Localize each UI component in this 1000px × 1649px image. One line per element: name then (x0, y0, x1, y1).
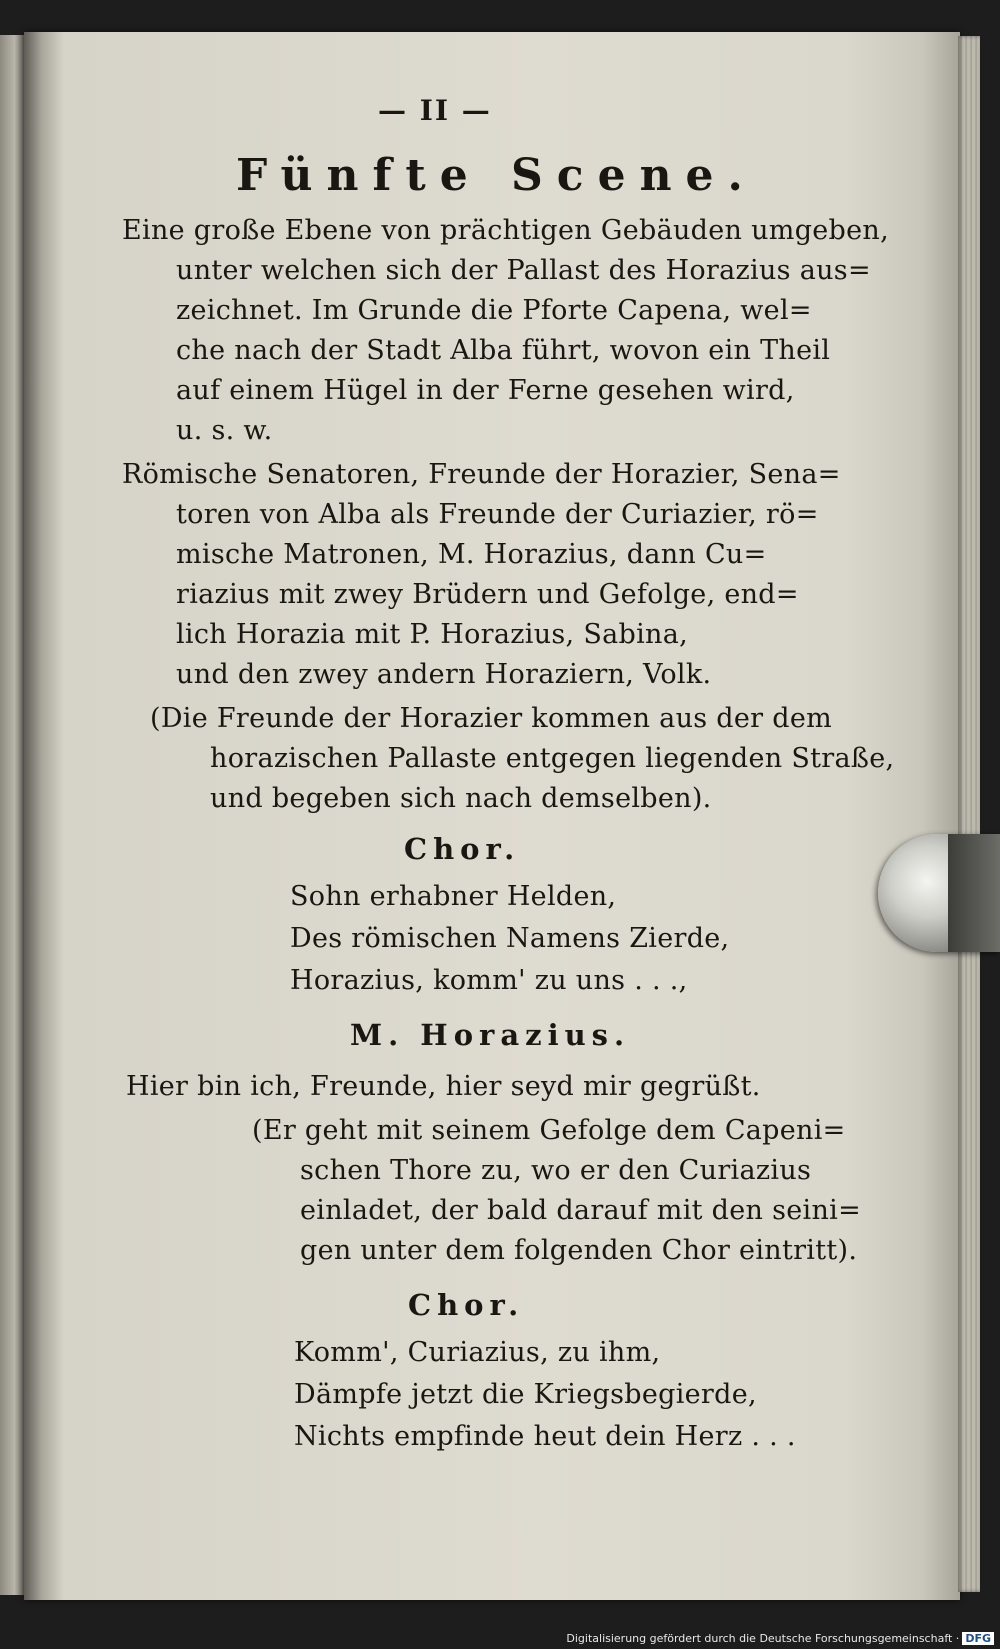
verse-line: Dämpfe jetzt die Kriegsbegierde, (294, 1379, 757, 1410)
setting-line: auf einem Hügel in der Ferne gesehen wird, (176, 375, 795, 406)
stage-direction-line: (Er geht mit seinem Gefolge dem Capeni= (252, 1115, 846, 1146)
stage-direction-line: schen Thore zu, wo er den Curiazius (300, 1155, 812, 1186)
scene-title: Fünfte Scene. (236, 150, 757, 201)
stage-direction-line: gen unter dem folgenden Chor eintritt). (300, 1235, 858, 1266)
dfg-logo: DFG (962, 1632, 994, 1645)
stage-direction-line: horazischen Pallaste entgegen liegenden Straße, (210, 743, 895, 774)
verse-line: Hier bin ich, Freunde, hier seyd mir gegrüßt. (126, 1071, 761, 1102)
setting-line: che nach der Stadt Alba führt, wovon ein Theil (176, 335, 831, 366)
stage-direction-line: (Die Freunde der Horazier kommen aus der dem (150, 703, 833, 734)
verse-line: Komm', Curiazius, zu ihm, (294, 1337, 661, 1368)
verse-line: Nichts empfinde heut dein Herz . . . (294, 1421, 796, 1452)
speaker-name: M. Horazius. (350, 1018, 631, 1052)
setting-line: u. s. w. (176, 415, 273, 446)
speaker-name: Chor. (408, 1288, 525, 1322)
setting-line: zeichnet. Im Grunde die Pforte Capena, wel= (176, 295, 812, 326)
characters-line: lich Horazia mit P. Horazius, Sabina, (176, 619, 688, 650)
characters-line: mische Matronen, M. Horazius, dann Cu= (176, 539, 767, 570)
credit-text: Digitalisierung gefördert durch die Deutsche Forschungsgemeinschaft · (566, 1632, 960, 1645)
verse-line: Des römischen Namens Zierde, (290, 923, 730, 954)
digitization-credit (566, 1632, 994, 1645)
stage-direction-line: einladet, der bald darauf mit den seini= (300, 1195, 862, 1226)
setting-line: unter welchen sich der Pallast des Horazius aus= (176, 255, 871, 286)
verse-line: Horazius, komm' zu uns . . ., (290, 965, 688, 996)
stage-direction-line: und begeben sich nach demselben). (210, 783, 712, 814)
verse-line: Sohn erhabner Helden, (290, 881, 617, 912)
setting-line: Eine große Ebene von prächtigen Gebäuden umgeben, (122, 215, 889, 246)
page-number: — II — (378, 94, 492, 127)
speaker-name: Chor. (404, 832, 521, 866)
characters-line: Römische Senatoren, Freunde der Horazier, Sena= (122, 459, 841, 490)
characters-line: riazius mit zwey Brüdern und Gefolge, end= (176, 579, 799, 610)
characters-line: und den zwey andern Horaziern, Volk. (176, 659, 712, 690)
characters-line: toren von Alba als Freunde der Curiazier, rö= (176, 499, 819, 530)
